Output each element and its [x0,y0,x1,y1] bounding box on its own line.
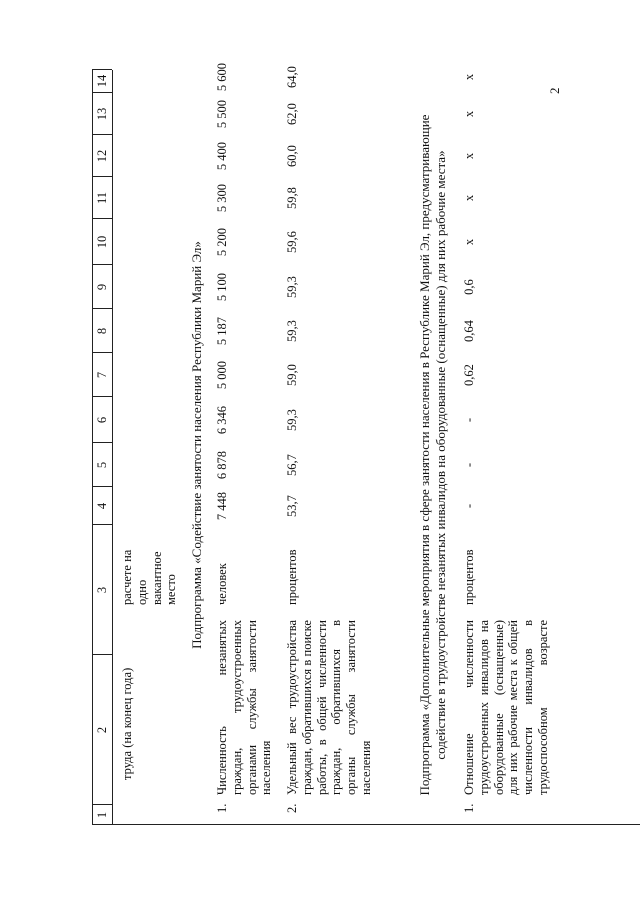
col-sep [92,308,112,309]
header-cell: 13 [95,107,109,121]
value-cell: 0,6 [462,279,476,295]
value-cell: 59,3 [285,276,299,298]
value-cell: 6 878 [215,450,229,480]
col-sep [92,176,112,177]
col-sep [92,396,112,397]
header-cell: 5 [95,461,109,469]
value-cell: 59,3 [285,320,299,342]
row-indicator: Отношение численности трудоустроенных инвалидов на оборудованные (оснащенные) для них рабочие места к общей численности инвалидов в трудоспособном возрасте [462,620,550,795]
col-sep [92,264,112,265]
value-cell: 0,64 [462,320,476,342]
value-cell: 5 300 [215,183,229,213]
value-cell: 7 448 [215,491,229,521]
value-cell: 60,0 [285,145,299,167]
header-cell: 3 [95,586,109,594]
col-sep [92,352,112,353]
value-cell: 59,8 [285,187,299,209]
row-number: 1. [215,803,229,813]
header-cell: 7 [95,371,109,379]
value-cell: х [462,73,476,81]
continuation-unit: расчете на одно вакантное место [120,549,179,605]
header-cell: 14 [95,74,109,88]
value-cell: 53,7 [285,495,299,517]
row-number: 2. [285,803,299,813]
value-cell: 5 200 [215,227,229,257]
col-sep [92,442,112,443]
continuation-indicator: труда (на конец года) [120,667,134,780]
row-number: 1. [462,803,476,813]
value-cell: 5 500 [215,99,229,129]
value-cell: 5 000 [215,360,229,390]
value-cell: 62,0 [285,103,299,125]
value-cell: 6 346 [215,405,229,435]
value-cell: 5 400 [215,141,229,171]
row-indicator: Удельный вес трудоустройства граждан, обратившихся в поиске работы, в общей численности граждан, обратившихся в органы службы занятости населения [285,620,373,795]
row-unit: процентов [285,549,299,605]
header-cell: 6 [95,416,109,424]
row-unit: процентов [462,549,476,605]
col-sep [92,654,112,655]
value-cell: 0,62 [462,364,476,386]
value-cell: 5 600 [215,62,229,92]
value-cell: 56,7 [285,454,299,476]
header-cell: 11 [95,191,109,205]
value-cell: - [462,417,476,423]
header-cell: 1 [95,811,109,819]
value-cell: х [462,238,476,246]
page-number: 2 [547,87,562,94]
table-left-border [92,824,640,825]
value-cell: 5 100 [215,272,229,302]
value-cell: 5 187 [215,316,229,346]
value-cell: 59,0 [285,364,299,386]
header-bottom-border [112,70,113,825]
value-cell: 59,6 [285,231,299,253]
value-cell: х [462,110,476,118]
col-sep [92,218,112,219]
header-cell: 10 [95,235,109,249]
value-cell: - [462,462,476,468]
value-cell: - [462,503,476,509]
value-cell: 59,3 [285,409,299,431]
row-indicator: Численность незанятых граждан, трудоустроенных органами службы занятости населения [215,620,274,795]
value-cell: х [462,152,476,160]
header-cell: 4 [95,502,109,510]
table-top-border [92,70,93,825]
header-cell: 8 [95,327,109,335]
subprogram-1-title: Подпрограмма «Содействие занятости населения Республики Марий Эл» [189,241,204,649]
subprogram-2-title-line1: Подпрограмма «Дополнительные мероприятия в сфере занятости населения в Республике Марий Эл, предусматривающие [417,114,432,796]
header-cell: 9 [95,283,109,291]
row-unit: человек [215,563,229,605]
subprogram-2-title-line2: содействие в трудоустройстве незанятых инвалидов на оборудованные (оснащенные) для них рабочие места» [433,150,448,760]
value-cell: х [462,194,476,202]
header-cell: 2 [95,726,109,734]
col-sep [92,134,112,135]
value-cell: 64,0 [285,66,299,88]
header-cell: 12 [95,149,109,163]
